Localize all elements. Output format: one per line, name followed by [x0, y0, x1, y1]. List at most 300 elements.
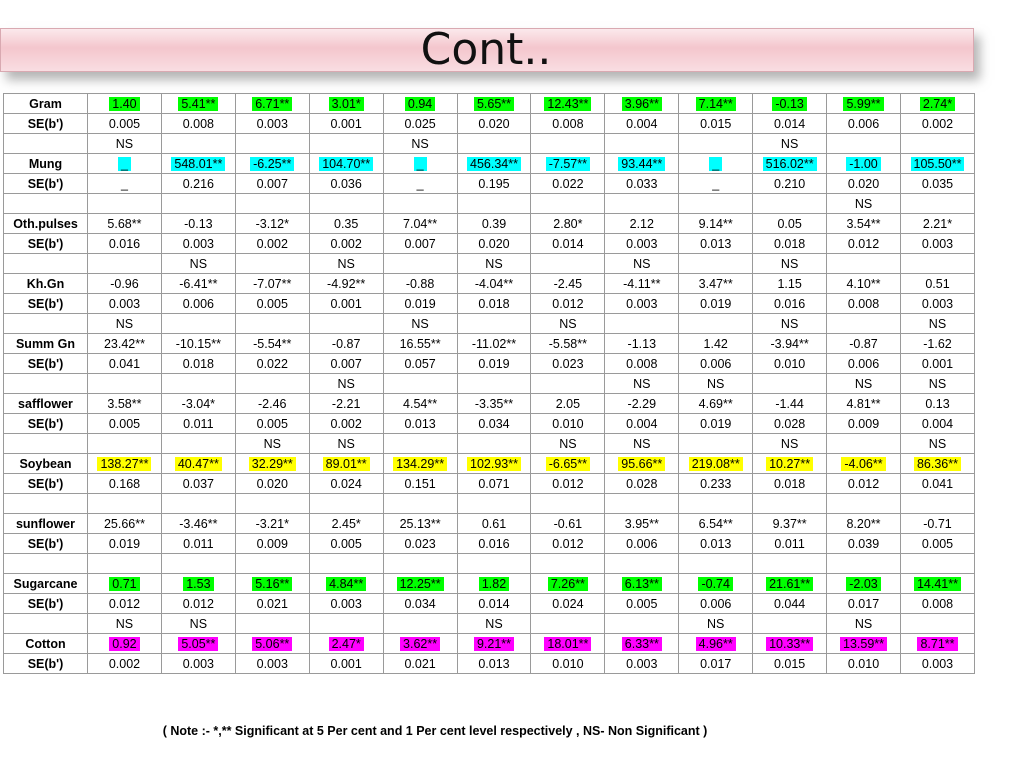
table-cell — [827, 394, 901, 414]
table-cell — [827, 334, 901, 354]
table-row — [4, 614, 975, 634]
cell-value: 1.15 — [777, 276, 802, 291]
table-cell — [753, 534, 827, 554]
table-cell — [827, 194, 901, 214]
table-cell — [383, 154, 457, 174]
cell-value: -1.44 — [775, 396, 804, 411]
cell-value: 9.14** — [698, 216, 733, 231]
table-cell — [457, 534, 531, 554]
cell-value — [417, 437, 423, 451]
cell-value: 0.008 — [921, 596, 954, 611]
cell-value: 0.013 — [700, 236, 732, 251]
table-cell — [161, 554, 235, 574]
cell-value: 0.005 — [108, 416, 141, 431]
table-cell — [753, 174, 827, 194]
table-cell — [161, 494, 235, 514]
cell-value: -2.03 — [846, 577, 881, 591]
cell-value — [269, 197, 275, 211]
cell-value: -6.65** — [546, 457, 590, 471]
table-cell — [753, 214, 827, 234]
cell-value: 4.81** — [846, 396, 881, 411]
cell-value: 2.45* — [331, 516, 361, 531]
cell-value: -3.94** — [770, 336, 809, 351]
cell-value: 0.003 — [330, 596, 362, 611]
cell-value: NS — [707, 376, 725, 391]
table-cell — [383, 194, 457, 214]
cell-value — [787, 497, 793, 511]
cell-value: 5.99** — [843, 97, 883, 111]
table-cell — [457, 114, 531, 134]
table-cell — [679, 214, 753, 234]
table-cell — [900, 574, 974, 594]
table-cell — [900, 614, 974, 634]
cell-value: 5.65** — [474, 97, 514, 111]
cell-value: 25.66** — [103, 516, 145, 531]
table-cell — [900, 514, 974, 534]
cell-value — [787, 557, 793, 571]
cell-value: NS — [485, 256, 503, 271]
table-cell — [235, 294, 309, 314]
cell-value: -0.13 — [772, 97, 807, 111]
cell-value — [417, 377, 423, 391]
table-cell — [679, 414, 753, 434]
table-cell — [235, 394, 309, 414]
cell-value: _ — [709, 157, 722, 171]
table-cell — [88, 374, 162, 394]
cell-value: 219.08** — [689, 457, 743, 471]
table-cell — [900, 354, 974, 374]
cell-value — [417, 557, 423, 571]
cell-value: 0.003 — [626, 236, 658, 251]
cell-value: 0.013 — [478, 656, 510, 671]
table-cell — [679, 534, 753, 554]
cell-value: 0.012 — [182, 596, 214, 611]
table-cell — [531, 94, 605, 114]
row-label — [4, 554, 88, 574]
cell-value: 0.003 — [626, 296, 658, 311]
cell-value: 5.68** — [107, 216, 142, 231]
table-cell — [900, 294, 974, 314]
cell-value — [861, 437, 867, 451]
table-cell — [900, 254, 974, 274]
table-cell — [235, 174, 309, 194]
table-cell — [679, 634, 753, 654]
cell-value: 0.006 — [847, 356, 880, 371]
table-cell — [605, 234, 679, 254]
cell-value: 5.05** — [178, 637, 218, 651]
cell-value: NS — [928, 376, 947, 391]
cell-value: 0.009 — [847, 416, 880, 431]
table-row — [4, 394, 975, 414]
cell-value — [565, 137, 571, 151]
table-cell — [900, 494, 974, 514]
table-cell — [383, 174, 457, 194]
cell-value — [639, 137, 645, 151]
cell-value: 23.42** — [103, 336, 145, 351]
table-cell — [457, 474, 531, 494]
table-cell — [679, 554, 753, 574]
table-cell — [457, 394, 531, 414]
table-cell — [605, 354, 679, 374]
table-cell — [457, 414, 531, 434]
cell-value — [861, 497, 867, 511]
table-cell — [753, 554, 827, 574]
table-cell — [235, 414, 309, 434]
table-row — [4, 94, 975, 114]
table-cell — [900, 634, 974, 654]
cell-value: 0.005 — [626, 596, 658, 611]
table-cell — [457, 634, 531, 654]
cell-value: 3.01* — [329, 97, 364, 111]
cell-value: 3.62** — [400, 637, 440, 651]
cell-value: -7.57** — [546, 157, 590, 171]
table-cell — [753, 594, 827, 614]
cell-value: 95.66** — [618, 457, 665, 471]
table-cell — [753, 254, 827, 274]
cell-value: 0.003 — [921, 296, 954, 311]
cell-value: 8.20** — [846, 516, 881, 531]
table-cell — [235, 354, 309, 374]
table-cell — [753, 94, 827, 114]
cell-value: 2.05 — [555, 396, 581, 411]
table-cell — [161, 174, 235, 194]
cell-value: -0.74 — [698, 577, 733, 591]
cell-value: -3.12* — [255, 216, 289, 231]
cell-value — [343, 617, 349, 631]
cell-value: 0.006 — [700, 596, 732, 611]
table-cell — [753, 374, 827, 394]
cell-value — [491, 497, 497, 511]
table-cell — [457, 374, 531, 394]
table-cell — [679, 374, 753, 394]
row-label: safflower — [4, 394, 88, 414]
cell-value: 25.13** — [399, 516, 441, 531]
cell-value: NS — [337, 256, 355, 271]
table-cell — [88, 394, 162, 414]
cell-value — [121, 557, 127, 571]
cell-value — [195, 137, 201, 151]
row-label: SE(b') — [4, 654, 88, 674]
cell-value: 93.44** — [618, 157, 665, 171]
cell-value: 3.95** — [624, 516, 659, 531]
cell-value: NS — [189, 616, 208, 631]
cell-value: 0.005 — [256, 296, 288, 311]
table-cell — [900, 194, 974, 214]
table-cell — [309, 394, 383, 414]
cell-value: NS — [189, 256, 208, 271]
row-label — [4, 254, 88, 274]
cell-value — [861, 317, 867, 331]
table-cell — [235, 254, 309, 274]
table-cell — [309, 134, 383, 154]
row-label: Soybean — [4, 454, 88, 474]
cell-value: 16.55** — [399, 336, 441, 351]
cell-value: 0.037 — [182, 476, 214, 491]
row-label: Summ Gn — [4, 334, 88, 354]
cell-value — [491, 437, 497, 451]
table-cell — [235, 634, 309, 654]
table-cell — [88, 114, 162, 134]
table-cell — [309, 494, 383, 514]
cell-value — [195, 317, 201, 331]
table-cell — [679, 614, 753, 634]
cell-value — [269, 257, 275, 271]
cell-value — [565, 497, 571, 511]
table-cell — [753, 454, 827, 474]
cell-value: 0.019 — [108, 536, 141, 551]
table-cell — [88, 134, 162, 154]
table-cell — [679, 114, 753, 134]
row-label: Cotton — [4, 634, 88, 654]
table-cell — [827, 654, 901, 674]
cell-value: 0.010 — [773, 356, 806, 371]
cell-value: 4.54** — [403, 396, 438, 411]
table-cell — [753, 294, 827, 314]
table-cell — [753, 234, 827, 254]
cell-value: -1.62 — [923, 336, 952, 351]
table-cell — [309, 594, 383, 614]
footnote: ( Note :- *,** Significant at 5 Per cent and 1 Per cent level respectively , NS- Non Significant ) — [162, 724, 708, 738]
table-cell — [900, 374, 974, 394]
cell-value: 0.007 — [330, 356, 362, 371]
table-cell — [457, 554, 531, 574]
table-cell — [383, 94, 457, 114]
table-cell — [827, 134, 901, 154]
table-cell — [900, 334, 974, 354]
table-row — [4, 554, 975, 574]
cell-value: 0.036 — [330, 176, 362, 191]
row-label: Kh.Gn — [4, 274, 88, 294]
cell-value: 1.53 — [183, 577, 213, 591]
cell-value: 0.020 — [847, 176, 880, 191]
table-cell — [309, 294, 383, 314]
cell-value: 0.007 — [404, 236, 436, 251]
cell-value: 4.96** — [696, 637, 736, 651]
table-cell — [309, 654, 383, 674]
cell-value — [417, 257, 423, 271]
cell-value — [639, 617, 645, 631]
cell-value: 18.01** — [544, 637, 591, 651]
cell-value: -1.13 — [627, 336, 657, 351]
cell-value: NS — [928, 436, 947, 451]
cell-value: 0.001 — [330, 296, 362, 311]
cell-value: NS — [115, 136, 134, 151]
table-cell — [605, 314, 679, 334]
table-cell — [235, 214, 309, 234]
table-cell — [753, 394, 827, 414]
cell-value: 4.84** — [326, 577, 366, 591]
table-cell — [235, 114, 309, 134]
table-cell — [827, 254, 901, 274]
cell-value: 0.044 — [773, 596, 806, 611]
table-cell — [309, 214, 383, 234]
cell-value — [639, 197, 645, 211]
cell-value: 3.54** — [846, 216, 881, 231]
cell-value — [565, 257, 571, 271]
table-cell — [383, 314, 457, 334]
table-row — [4, 594, 975, 614]
cell-value: 0.020 — [256, 476, 288, 491]
table-cell — [88, 474, 162, 494]
table-cell — [88, 354, 162, 374]
cell-value — [269, 317, 275, 331]
table-cell — [827, 274, 901, 294]
table-cell — [309, 254, 383, 274]
row-label — [4, 134, 88, 154]
cell-value: 0.012 — [847, 476, 880, 491]
table-cell — [679, 254, 753, 274]
table-cell — [605, 534, 679, 554]
cell-value — [713, 317, 719, 331]
cell-value: 3.47** — [698, 276, 733, 291]
table-cell — [827, 314, 901, 334]
table-cell — [309, 634, 383, 654]
table-cell — [531, 274, 605, 294]
table-cell — [531, 654, 605, 674]
table-cell — [457, 134, 531, 154]
cell-value: 0.009 — [256, 536, 288, 551]
cell-value: NS — [780, 136, 799, 151]
table-cell — [309, 514, 383, 534]
table-cell — [605, 494, 679, 514]
row-label — [4, 494, 88, 514]
table-cell — [531, 554, 605, 574]
cell-value: 0.041 — [108, 356, 141, 371]
cell-value: 134.29** — [393, 457, 447, 471]
cell-value — [565, 557, 571, 571]
cell-value: NS — [854, 376, 873, 391]
cell-value: -5.54** — [253, 336, 292, 351]
cell-value: _ — [120, 176, 128, 191]
table-cell — [605, 554, 679, 574]
cell-value — [121, 257, 127, 271]
table-cell — [827, 154, 901, 174]
table-cell — [605, 654, 679, 674]
table-cell — [161, 274, 235, 294]
table-cell — [235, 274, 309, 294]
table-cell — [605, 174, 679, 194]
table-cell — [161, 294, 235, 314]
table-cell — [383, 114, 457, 134]
table-row — [4, 534, 975, 554]
row-label — [4, 314, 88, 334]
table-cell — [679, 154, 753, 174]
table-cell — [235, 514, 309, 534]
table-cell — [753, 574, 827, 594]
cell-value: 0.024 — [330, 476, 362, 491]
cell-value: -3.21* — [255, 516, 289, 531]
table-cell — [161, 614, 235, 634]
cell-value: 0.012 — [552, 296, 584, 311]
cell-value — [121, 497, 127, 511]
cell-value — [491, 377, 497, 391]
table-cell — [309, 114, 383, 134]
cell-value: -2.46 — [258, 396, 287, 411]
cell-value: 0.017 — [700, 656, 732, 671]
row-label: SE(b') — [4, 354, 88, 374]
table-body — [4, 94, 975, 674]
cell-value: 0.008 — [552, 116, 584, 131]
table-cell — [88, 194, 162, 214]
table-cell — [235, 474, 309, 494]
table-row — [4, 174, 975, 194]
table-cell — [679, 654, 753, 674]
table-cell — [531, 474, 605, 494]
cell-value: NS — [559, 316, 577, 331]
table-cell — [827, 554, 901, 574]
table-cell — [457, 654, 531, 674]
cell-value: 6.33** — [622, 637, 662, 651]
cell-value — [121, 377, 127, 391]
cell-value: -5.58** — [548, 336, 587, 351]
cell-value: 0.003 — [256, 116, 288, 131]
table-cell — [88, 574, 162, 594]
table-cell — [309, 174, 383, 194]
cell-value: 0.012 — [847, 236, 880, 251]
table-cell — [605, 594, 679, 614]
cell-value: 0.003 — [921, 656, 954, 671]
table-cell — [383, 594, 457, 614]
cell-value — [639, 497, 645, 511]
cell-value: 2.21* — [922, 216, 953, 231]
cell-value: 9.37** — [772, 516, 807, 531]
cell-value: 0.028 — [626, 476, 658, 491]
cell-value: 12.43** — [544, 97, 591, 111]
table-cell — [753, 314, 827, 334]
table-cell — [309, 434, 383, 454]
table-cell — [88, 154, 162, 174]
table-cell — [827, 234, 901, 254]
cell-value: 1.40 — [109, 97, 139, 111]
table-cell — [531, 194, 605, 214]
table-row — [4, 294, 975, 314]
cell-value: NS — [337, 436, 355, 451]
table-cell — [827, 214, 901, 234]
cell-value: NS — [780, 316, 799, 331]
table-cell — [605, 294, 679, 314]
table-cell — [531, 394, 605, 414]
cell-value: 0.003 — [626, 656, 658, 671]
cell-value: 0.001 — [921, 356, 954, 371]
table-cell — [161, 594, 235, 614]
table-cell — [309, 194, 383, 214]
table-cell — [605, 434, 679, 454]
cell-value: 0.008 — [847, 296, 880, 311]
table-cell — [900, 114, 974, 134]
table-cell — [383, 374, 457, 394]
cell-value — [269, 617, 275, 631]
table-cell — [383, 514, 457, 534]
cell-value: 0.006 — [847, 116, 880, 131]
cell-value: -2.21 — [331, 396, 361, 411]
cell-value — [713, 137, 719, 151]
cell-value: 0.003 — [182, 236, 214, 251]
cell-value: 0.51 — [925, 276, 950, 291]
cell-value: -7.07** — [253, 276, 292, 291]
cell-value — [343, 557, 349, 571]
table-cell — [753, 614, 827, 634]
table-cell — [88, 414, 162, 434]
table-cell — [827, 454, 901, 474]
cell-value: 0.013 — [700, 536, 732, 551]
cell-value: 105.50** — [911, 157, 965, 171]
table-cell — [383, 254, 457, 274]
cell-value: 0.012 — [108, 596, 141, 611]
cell-value — [269, 377, 275, 391]
table-cell — [309, 454, 383, 474]
cell-value: 4.10** — [846, 276, 881, 291]
table-cell — [753, 474, 827, 494]
